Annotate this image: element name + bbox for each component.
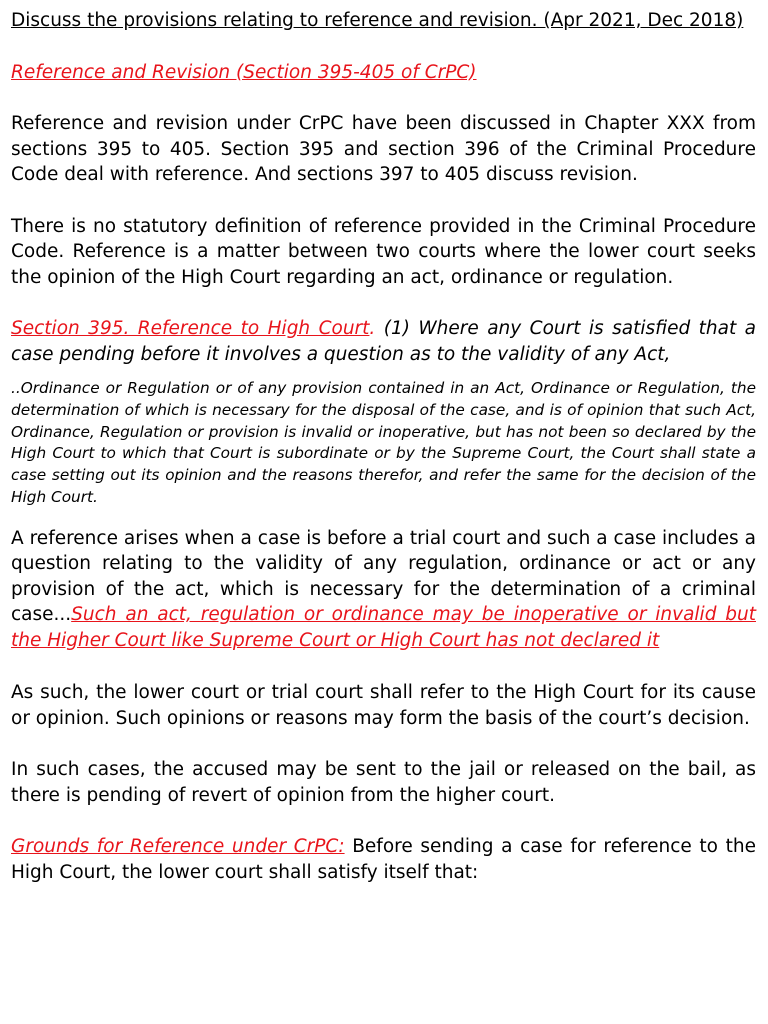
section-395-text: (1) Where any Court is satisfied that a case pending before it involves a question as to the validity of any Act, — [11, 318, 756, 365]
grounds-paragraph — [11, 834, 756, 885]
question-line: Discuss the provisions relating to reference and revision. (Apr 2021, Dec 2018) — [11, 10, 744, 31]
paragraph-intro: Reference and revision under CrPC have been discussed in Chapter XXX from sections 395 to 405. Section 395 and section 396 of the Criminal Procedure Code deal with reference. And sections 397 to 405 discuss revision. — [11, 113, 756, 185]
grounds-title: Grounds for Reference under CrPC: — [11, 836, 345, 858]
paragraph-reference-text: A reference arises when a case is before a trial court and such a case includes a question relating to the validity of any regulation, ordinance or act or any provision of the act, which is necessary for the determination of a criminal case... — [11, 527, 756, 626]
paragraph-reference-highlight: Such an act, regulation or ordinance may be inoperative or invalid but the Higher Court like Supreme Court or High Court has not declared it — [11, 604, 756, 651]
section-395-paragraph — [11, 316, 756, 367]
paragraph-refer-high-court: As such, the lower court or trial court shall refer to the High Court for its cause or opinion. Such opinions or reasons may form the basis of the court’s decision. — [11, 682, 756, 729]
paragraph-reference-arises — [11, 526, 756, 654]
section-395-title: Section 395. Reference to High Court — [11, 318, 370, 339]
section-395-dot: . — [369, 318, 376, 339]
paragraph-accused-bail: In such cases, the accused may be sent to the jail or released on the bail, as there is pending of revert of opinion from the higher court. — [11, 759, 756, 806]
section-heading: Reference and Revision (Section 395-405 of CrPC) — [11, 61, 477, 83]
paragraph-definition: There is no statutory definition of reference provided in the Criminal Procedure Code. Reference is a matter between two courts where the lower court seeks the opinion of the High Court regarding an act, ordinance or regulation. — [11, 215, 756, 288]
section-395-quote: ..Ordinance or Regulation or of any provision contained in an Act, Ordinance or Regulation, the determination of which is necessary for the disposal of the case, and is of opinion that such Act, Ordinance, Regulation or provision is invalid or inoperative, but has not been so declared by the High Court to which that Court is subordinate or by the Supreme Court, the Court shall state a case setting out its opinion and the reasons therefor, and refer the same for the decision of the High Court. — [11, 379, 756, 506]
grounds-text: Before sending a case for reference to the High Court, the lower court shall satisfy itself that: — [11, 836, 756, 883]
